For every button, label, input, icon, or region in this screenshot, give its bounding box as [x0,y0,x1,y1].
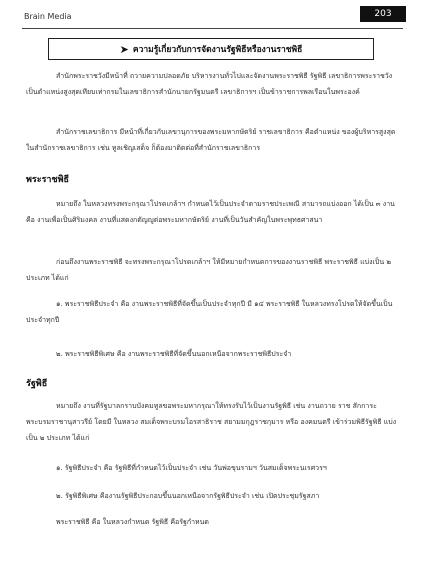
royal-paragraph-2: ก่อนถึงงานพระราชพิธี จะทรงพระกรุณาโปรดเกล้าฯ ให้มีหมายกำหนดการของงานราชพิธี พระราชพิธี แบ่งเป็น ๒ ประเภท ได้แก่ [26,258,391,282]
state-summary: พระราชพิธี คือ ในหลวงกำหนด รัฐพิธี คือรัฐกำหนด [56,518,209,526]
page-number-badge: 203 [360,6,406,22]
arrow-pointer-icon: ➤ [119,42,129,56]
header-divider [22,28,403,29]
section-title: ความรู้เกี่ยวกับการจัดงานรัฐพิธีหรืองานราชพิธี [132,45,303,55]
heading-state-ceremony: รัฐพิธี [26,379,48,389]
intro-paragraph-2: สำนักราชเลขาธิการ มีหน้าที่เกี่ยวกับเลขานุการของพระมหากษัตริย์ ราชเลขาธิการ คือตำแหน่ง ของผู้บริหารสูงสุดในสำนักราชเลขาธิการ เช่น ทูลเชิญเสด็จ ก็ต้องมาติดต่อที่สำนักราชเลขาธิการ [26,128,396,152]
header-brand: Brain Media [24,12,72,21]
royal-item-2: ๒. พระราชพิธีพิเศษ คือ งานพระราชพิธีที่จัดขึ้นนอกเหนือจากพระราชพิธีประจำ [56,350,292,358]
section-title-box [48,38,374,60]
royal-paragraph-1: หมายถึง ในหลวงทรงพระกรุณาโปรดเกล้าฯ กำหนดไว้เป็นประจำตามราชประเพณี สามารถแบ่งออก ได้เป็น ๓ งาน คือ งานเพื่อเป็นศิริมงคล งานที่แสดงกตัญญูต่อพระมหากษัตริย์ งานที่เป็นวันสำคัญในพระพุทธศาสนา [26,200,395,224]
heading-royal-ceremony: พระราชพิธี [26,175,70,185]
intro-paragraph-1: สำนักพระราชวังมีหน้าที่ ถวายความปลอดภัย บริหารงานทั่วไปและจัดงานพระราชพิธี รัฐพิธี เลขาธิการพระราชวังเป็นตำแหน่งสูงสุดเทียบเท่ากรมในเลขาธิการสำนักนายกรัฐมนตรี เลขาธิการฯ เป็นข้าราชการพลเรือนในพระองค์ [26,72,393,96]
state-paragraph-1: หมายถึง งานที่รัฐบาลกราบบังคมทูลขอพระมหากรุณาให้ทรงรับไว้เป็นงานรัฐพิธี เช่น งานถวาย ราช สักการะพระบรมราชานุสาวรีย์ โดยมี ในหลวง สมเด็จพระบรมโอรสาธิราช สยามมกุฎราชกุมาร หรือ องคมนตรี เข้าร่วมพิธีรัฐพิธี แบ่งเป็น ๒ ประเภท ได้แก่ [26,402,397,442]
state-item-2: ๒. รัฐพิธีพิเศษ คืองานรัฐพิธีประกอบขึ้นนอกเหนือจากรัฐพิธีประจำ เช่น เปิดประชุมรัฐสภา [56,492,320,500]
state-item-1: ๑. รัฐพิธีประจำ คือ รัฐพิธีที่กำหนดไว้เป็นประจำ เช่น วันพ่อขุนรามฯ วันสมเด็จพระนเรศวรฯ [56,464,327,472]
royal-item-1: ๑. พระราชพิธีประจำ คือ งานพระราชพิธีที่จัดขึ้นเป็นประจำทุกปี มี ๑๔ พระราชพิธี ในหลวงทรงโปรดให้จัดขึ้นเป็นประจำทุกปี [26,300,393,324]
